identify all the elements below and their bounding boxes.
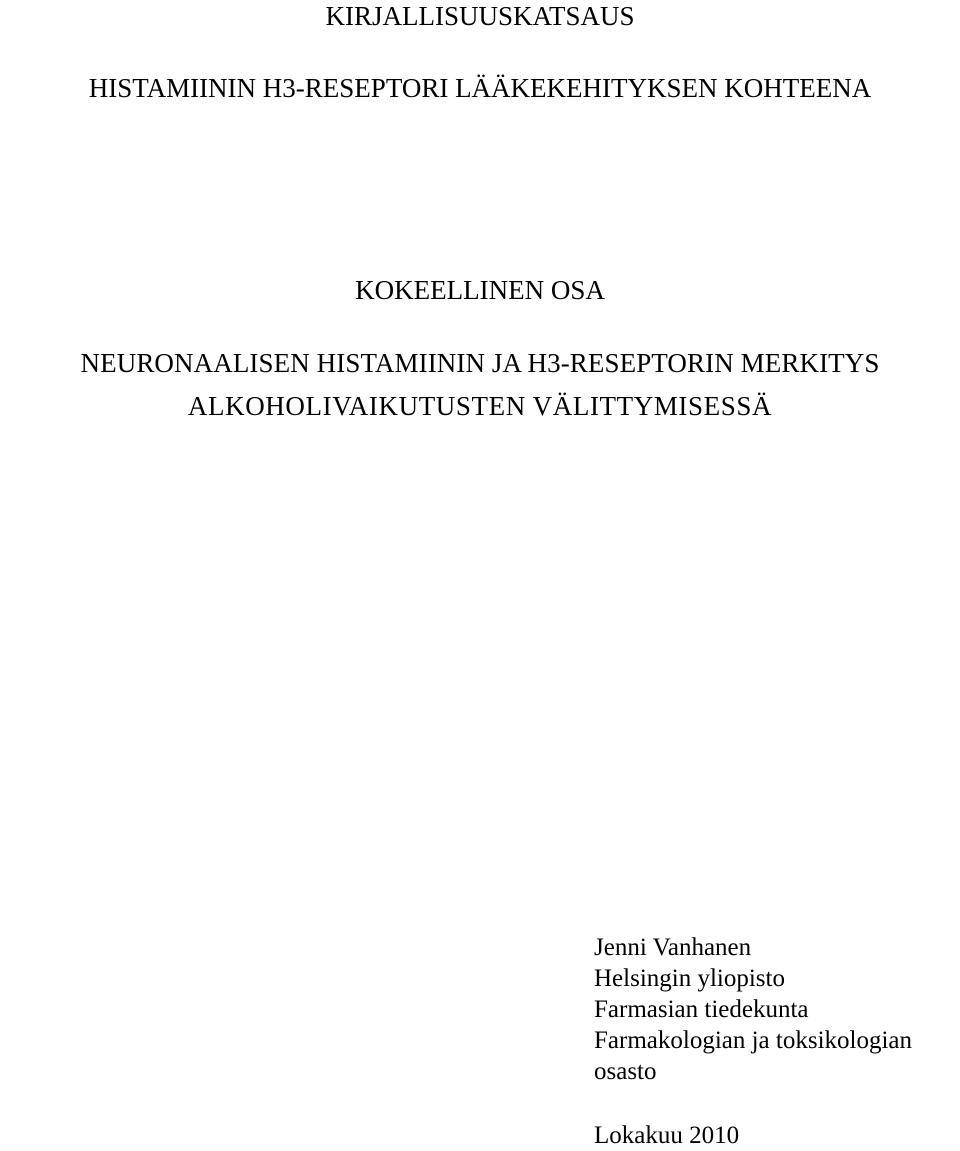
experimental-title-line-1: NEURONAALISEN HISTAMIININ JA H3-RESEPTORIN MERKITYS [80,348,880,378]
department-name-line-2: osasto [594,1058,657,1085]
department-name-line-1: Farmakologian ja toksikologian [594,1027,913,1054]
author-info-block [594,932,912,1151]
spacer [594,1087,912,1120]
literature-review-title: HISTAMIININ H3-RESEPTORI LÄÄKEKEHITYKSEN KOHTEENA [88,73,872,103]
document-category: KIRJALLISUUSKATSAUS [325,1,635,31]
faculty-name: Farmasian tiedekunta [594,996,809,1023]
author-name: Jenni Vanhanen [594,934,752,961]
university-name: Helsingin yliopisto [594,965,785,992]
publication-date: Lokakuu 2010 [594,1122,740,1149]
experimental-title-line-2: ALKOHOLIVAIKUTUSTEN VÄLITTYMISESSÄ [187,391,773,421]
experimental-section-heading: KOKEELLINEN OSA [355,275,605,305]
